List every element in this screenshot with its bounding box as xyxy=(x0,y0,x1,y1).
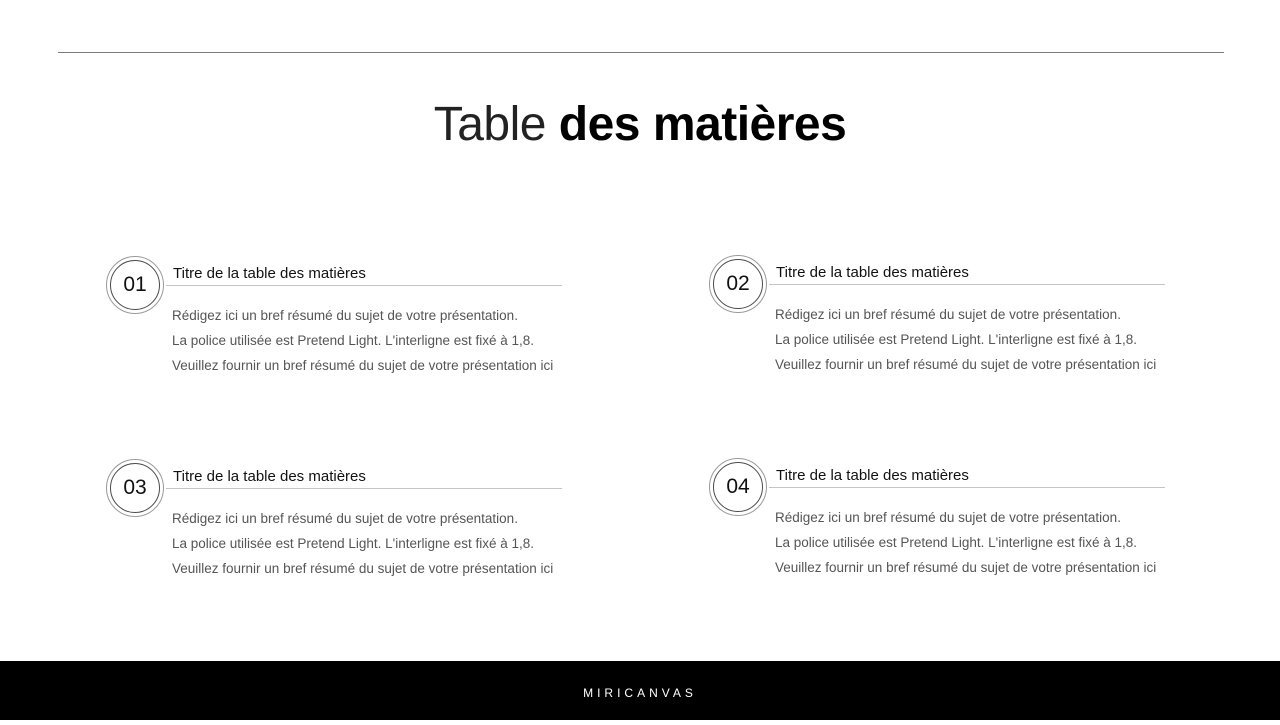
toc-item-description xyxy=(172,506,592,581)
toc-item-description xyxy=(775,302,1195,377)
description-line: Rédigez ici un bref résumé du sujet de votre présentation. xyxy=(775,510,1121,525)
page-title-light: Table xyxy=(433,98,546,151)
page-title xyxy=(0,96,1280,154)
toc-item-title: Titre de la table des matières xyxy=(173,265,366,282)
description-line: La police utilisée est Pretend Light. L'interligne est fixé à 1,8. xyxy=(172,333,535,348)
page-title-bold: des matières xyxy=(558,98,847,151)
top-divider xyxy=(58,52,1224,53)
description-line: La police utilisée est Pretend Light. L'interligne est fixé à 1,8. xyxy=(172,536,535,551)
footer-bar xyxy=(0,661,1280,720)
number-badge xyxy=(106,256,164,314)
toc-item-description xyxy=(775,505,1195,580)
description-line: Rédigez ici un bref résumé du sujet de votre présentation. xyxy=(172,308,518,323)
description-line: Veuillez fournir un bref résumé du sujet de votre présentation ici xyxy=(172,561,554,576)
toc-item-underline xyxy=(166,488,562,489)
number-badge xyxy=(709,458,767,516)
toc-item-04 xyxy=(709,458,1189,588)
description-line: Veuillez fournir un bref résumé du sujet de votre présentation ici xyxy=(172,358,554,373)
number-badge xyxy=(106,459,164,517)
toc-item-underline xyxy=(166,285,562,286)
toc-item-underline xyxy=(769,487,1165,488)
toc-item-title: Titre de la table des matières xyxy=(776,264,969,281)
number-badge-label: 04 xyxy=(713,462,763,512)
toc-item-01 xyxy=(106,256,586,386)
footer-brand: MIRICANVAS xyxy=(583,686,697,700)
description-line: La police utilisée est Pretend Light. L'interligne est fixé à 1,8. xyxy=(775,535,1138,550)
description-line: La police utilisée est Pretend Light. L'interligne est fixé à 1,8. xyxy=(775,332,1138,347)
toc-item-02 xyxy=(709,255,1189,385)
number-badge-label: 01 xyxy=(110,260,160,310)
number-badge-label: 03 xyxy=(110,463,160,513)
toc-item-03 xyxy=(106,459,586,589)
number-badge xyxy=(709,255,767,313)
toc-item-underline xyxy=(769,284,1165,285)
description-line: Rédigez ici un bref résumé du sujet de votre présentation. xyxy=(775,307,1121,322)
toc-item-description xyxy=(172,303,592,378)
description-line: Rédigez ici un bref résumé du sujet de votre présentation. xyxy=(172,511,518,526)
description-line: Veuillez fournir un bref résumé du sujet de votre présentation ici xyxy=(775,560,1157,575)
number-badge-label: 02 xyxy=(713,259,763,309)
description-line: Veuillez fournir un bref résumé du sujet de votre présentation ici xyxy=(775,357,1157,372)
toc-item-title: Titre de la table des matières xyxy=(776,467,969,484)
toc-item-title: Titre de la table des matières xyxy=(173,468,366,485)
